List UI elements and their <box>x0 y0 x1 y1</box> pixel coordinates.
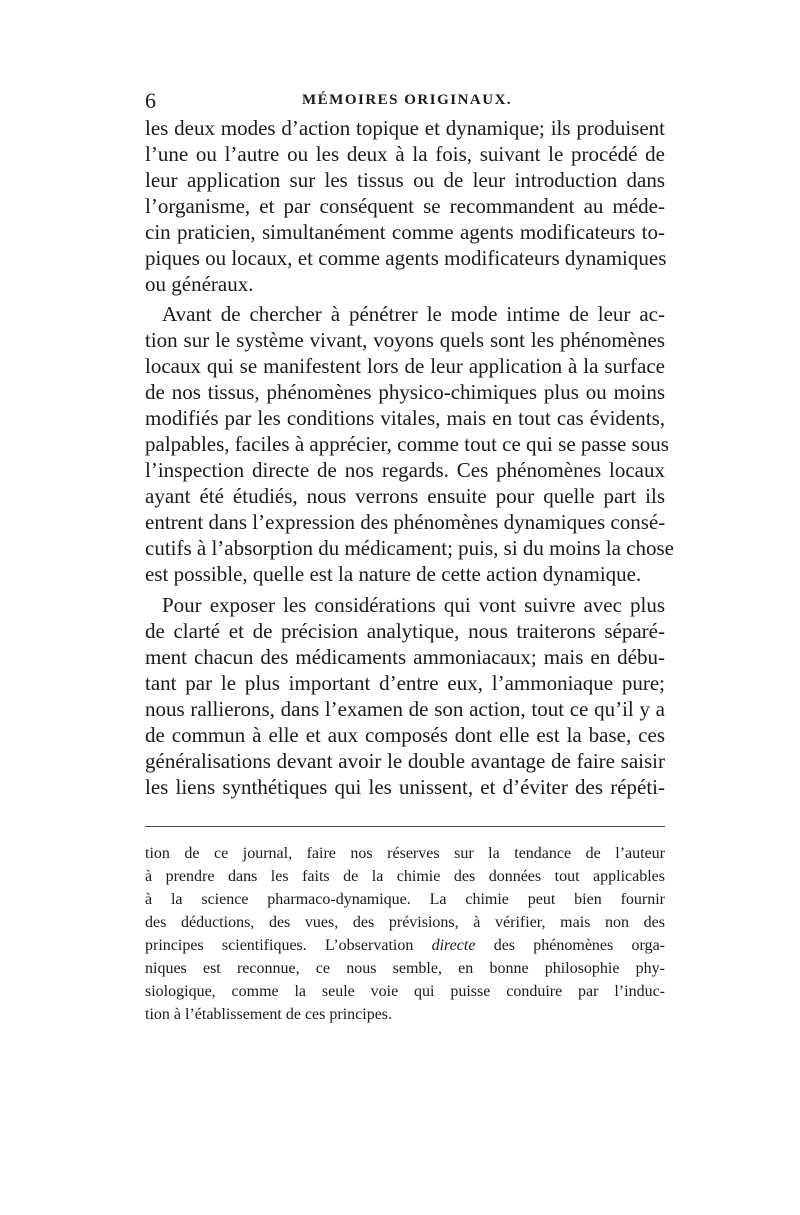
body-line: piques ou locaux, et comme agents modificateurs dynamiques <box>145 246 667 270</box>
body-line: de clarté et de précision analytique, nous traiterons séparé- <box>145 619 665 643</box>
body-line: de commun à elle et aux composés dont elle est la base, ces <box>145 723 665 747</box>
body-line: ayant été étudiés, nous verrons ensuite pour quelle part ils <box>145 484 665 508</box>
body-line: les deux modes d’action topique et dynamique; ils produisent <box>145 116 665 140</box>
body-line: généralisations devant avoir le double avantage de faire saisir <box>145 749 665 773</box>
body-line: les liens synthétiques qui les unissent, et d’éviter des répéti- <box>145 775 665 799</box>
footnote-line: siologique, comme la seule voie qui puisse conduire par l’induc- <box>145 983 665 1000</box>
body-line: entrent dans l’expression des phénomènes dynamiques consé- <box>145 510 666 534</box>
footnote-line: tion de ce journal, faire nos réserves sur la tendance de l’auteur <box>145 845 665 862</box>
body-line: tion sur le système vivant, voyons quels sont les phénomènes <box>145 328 665 352</box>
running-head: MÉMOIRES ORIGINAUX. <box>302 92 513 108</box>
body-line: Avant de chercher à pénétrer le mode intime de leur ac- <box>162 302 665 326</box>
body-line: est possible, quelle est la nature de cette action dynamique. <box>145 562 642 586</box>
body-line: leur application sur les tissus ou de leur introduction dans <box>145 168 665 192</box>
body-line: l’une ou l’autre ou les deux à la fois, suivant le procédé de <box>145 142 665 166</box>
body-line: locaux qui se manifestent lors de leur application à la surface <box>145 354 665 378</box>
body-line: de nos tissus, phénomènes physico-chimiques plus ou moins <box>145 380 665 404</box>
body-line: cutifs à l’absorption du médicament; puis, si du moins la chose <box>145 536 674 560</box>
footnote-line: niques est reconnue, ce nous semble, en bonne philosophie phy- <box>145 960 665 977</box>
body-line: cin praticien, simultanément comme agents modificateurs to- <box>145 220 665 244</box>
body-line: palpables, faciles à apprécier, comme tout ce qui se passe sous <box>145 432 669 456</box>
footnote-text: principes scientifiques. L’observation <box>145 937 432 954</box>
footnote-line: à la science pharmaco-dynamique. La chimie peut bien fournir <box>145 891 665 908</box>
page-number: 6 <box>145 88 157 113</box>
body-line: tant par le plus important d’entre eux, l’ammoniaque pure; <box>145 671 665 695</box>
body-line: l’inspection directe de nos regards. Ces phénomènes locaux <box>145 458 665 482</box>
body-line: Pour exposer les considérations qui vont suivre avec plus <box>162 593 665 617</box>
body-line: l’organisme, et par conséquent se recommandent au méde- <box>145 194 665 218</box>
footnote-line <box>145 935 665 956</box>
body-line: ment chacun des médicaments ammoniacaux; mais en débu- <box>145 645 665 669</box>
footnote-emphasis: directe <box>431 937 476 954</box>
footnote-rule <box>145 826 665 827</box>
footnote-line: à prendre dans les faits de la chimie des données tout applicables <box>145 868 665 885</box>
body-line: ou généraux. <box>145 272 254 296</box>
body-line: modifiés par les conditions vitales, mais en tout cas évidents, <box>145 406 665 430</box>
footnote-line: des déductions, des vues, des prévisions, à vérifier, mais non des <box>145 914 665 931</box>
body-line: nous rallierons, dans l’examen de son action, tout ce qu’il y a <box>145 697 665 721</box>
footnote-text: des phénomènes orga- <box>475 937 665 954</box>
footnote-line: tion à l’établissement de ces principes. <box>145 1006 393 1023</box>
